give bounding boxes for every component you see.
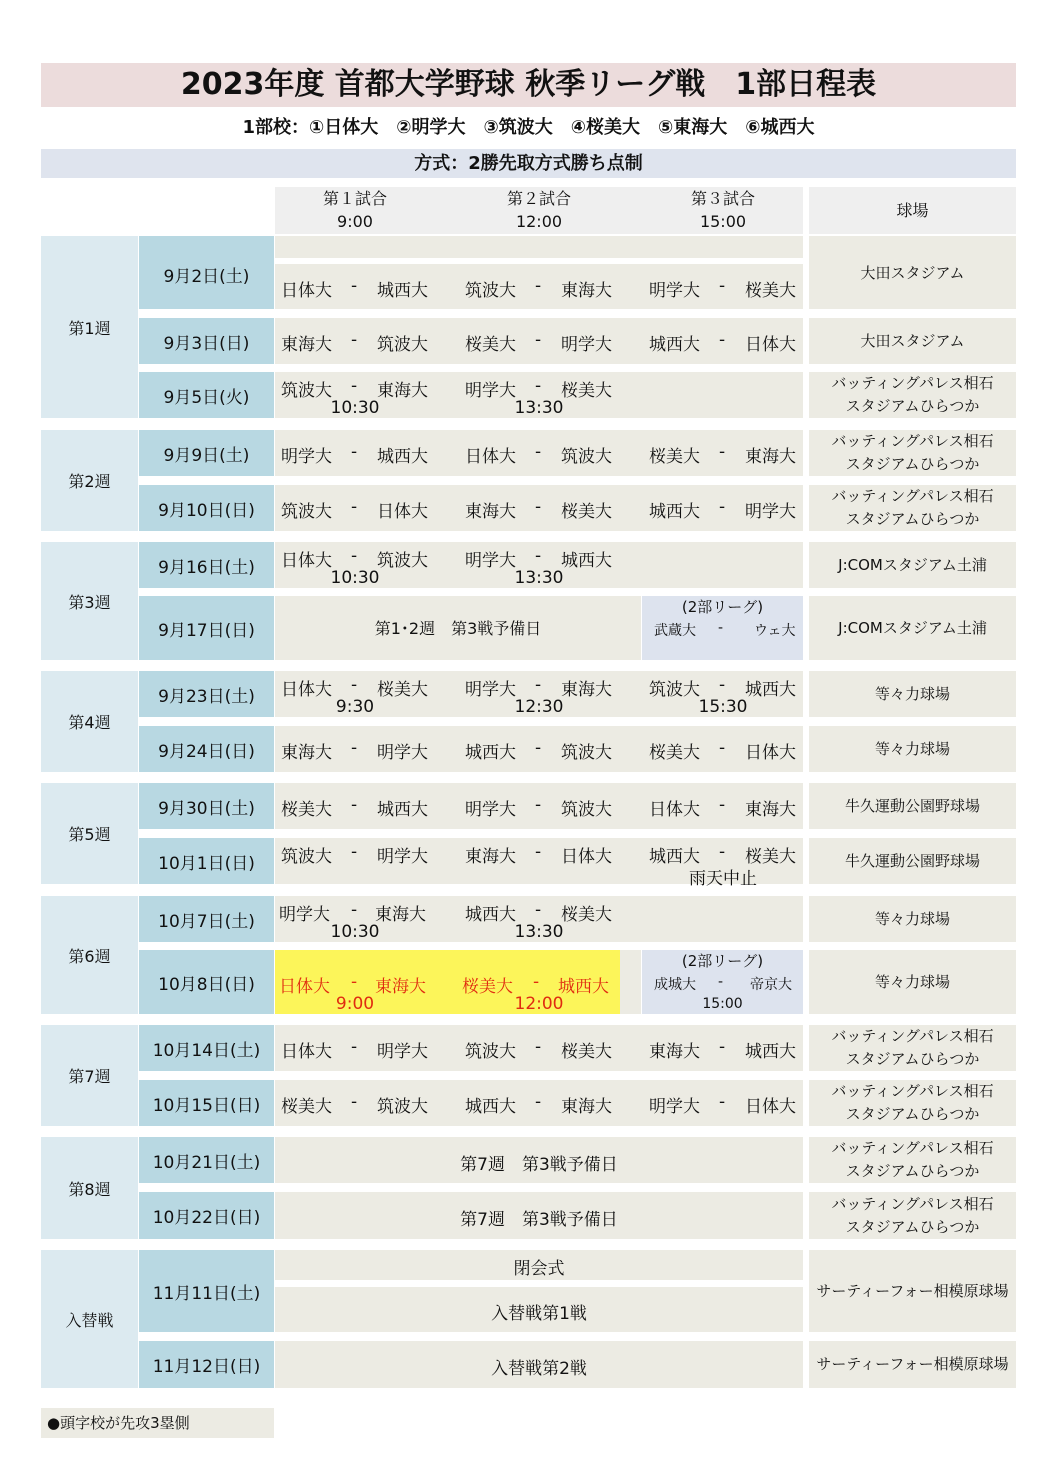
venue-cell: 大田スタジアム	[809, 236, 1016, 309]
venue-cell: 牛久運動公園野球場	[809, 838, 1016, 884]
date-cell: 10月7日(土)	[139, 896, 274, 942]
date-cell: 9月16日(土)	[139, 542, 274, 588]
venue-cell: バッティングパレス相石 スタジアムひらつか	[809, 485, 1016, 531]
reserve-day-cell: 第7週 第3戦予備日	[275, 1137, 803, 1183]
date-cell: 9月9日(土)	[139, 430, 274, 476]
date-cell: 9月24日(日)	[139, 726, 274, 772]
page-title: 2023年度 首都大学野球 秋季リーグ戦 1部日程表	[41, 63, 1016, 107]
date-cell: 10月1日(日)	[139, 838, 274, 884]
venue-cell: 等々力球場	[809, 950, 1016, 1014]
reserve-day-cell: 第7週 第3戦予備日	[275, 1192, 803, 1239]
ceremony-cell	[275, 236, 803, 258]
venue-cell: バッティングパレス相石 スタジアムひらつか	[809, 1137, 1016, 1183]
date-cell: 10月14日(土)	[139, 1025, 274, 1071]
date-cell: 9月17日(日)	[139, 596, 274, 660]
games-row: 東海大 - 筑波大 桜美大 - 明学大 城西大 - 日体大	[275, 318, 803, 364]
closing-ceremony-cell: 閉会式	[275, 1250, 803, 1280]
games-row: 桜美大 - 筑波大 城西大 - 東海大 明学大 - 日体大	[275, 1080, 803, 1126]
games-row: 日体大 - 城西大 筑波大 - 東海大 明学大 - 桜美大	[275, 264, 803, 309]
games-row: 日体大 - 筑波大 明学大 - 城西大 10:30 13:30	[275, 542, 803, 588]
games-row: 日体大 - 桜美大 明学大 - 東海大 筑波大 - 城西大 9:30 12:30 15:30	[275, 671, 803, 717]
date-cell: 9月3日(日)	[139, 318, 274, 364]
date-cell: 9月30日(土)	[139, 783, 274, 829]
venue-cell: 等々力球場	[809, 896, 1016, 942]
spacer-cell	[620, 950, 641, 1014]
venue-cell: バッティングパレス相石 スタジアムひらつか	[809, 430, 1016, 476]
games-row: 明学大 - 城西大 日体大 - 筑波大 桜美大 - 東海大	[275, 430, 803, 476]
playoff-cell: 入替戦第1戦	[275, 1287, 803, 1332]
venue-cell: サーティーフォー相模原球場	[809, 1250, 1016, 1332]
week-label: 第8週	[41, 1137, 138, 1239]
footnote: ●頭字校が先攻3塁側	[41, 1408, 274, 1438]
header-venue: 球場	[809, 187, 1016, 234]
games-row: 日体大 - 明学大 筑波大 - 桜美大 東海大 - 城西大	[275, 1025, 803, 1071]
date-cell: 11月12日(日)	[139, 1341, 274, 1388]
games-row: 筑波大 - 日体大 東海大 - 桜美大 城西大 - 明学大	[275, 485, 803, 531]
week-label: 入替戦	[41, 1250, 138, 1388]
date-cell: 9月2日(土)	[139, 236, 274, 309]
week-label: 第3週	[41, 542, 138, 660]
date-cell: 10月22日(日)	[139, 1192, 274, 1239]
games-row: 筑波大 - 東海大 明学大 - 桜美大 10:30 13:30	[275, 372, 803, 418]
date-cell: 9月23日(土)	[139, 671, 274, 717]
week-label: 第6週	[41, 896, 138, 1014]
format-banner: 方式：2勝先取方式勝ち点制	[41, 149, 1016, 178]
rain-cancel-note: 雨天中止	[689, 869, 757, 889]
venue-cell: バッティングパレス相石 スタジアムひらつか	[809, 1025, 1016, 1071]
week-label: 第1週	[41, 236, 138, 418]
venue-cell: 等々力球場	[809, 671, 1016, 717]
games-row: 筑波大 - 明学大 東海大 - 日体大 城西大 - 桜美大 雨天中止	[275, 838, 803, 884]
venue-cell: J:COMスタジアム土浦	[809, 596, 1016, 660]
header-game1: 第１試合 9:00	[322, 189, 387, 231]
header-games	[275, 187, 803, 234]
week-label: 第7週	[41, 1025, 138, 1126]
date-cell: 9月5日(火)	[139, 372, 274, 418]
date-cell: 11月11日(土)	[139, 1250, 274, 1332]
reserve-day-cell: 第1･2週 第3戦予備日	[275, 596, 641, 660]
venue-cell: 牛久運動公園野球場	[809, 783, 1016, 829]
venue-cell: サーティーフォー相模原球場	[809, 1341, 1016, 1388]
playoff-cell: 入替戦第2戦	[275, 1341, 803, 1388]
date-cell: 9月10日(日)	[139, 485, 274, 531]
venue-cell: バッティングパレス相石 スタジアムひらつか	[809, 1080, 1016, 1126]
venue-cell: J:COMスタジアム土浦	[809, 542, 1016, 588]
highlighted-games: 日体大 - 東海大 桜美大 - 城西大 9:00 12:00	[275, 950, 620, 1014]
week-label: 第4週	[41, 671, 138, 772]
date-cell: 10月21日(土)	[139, 1137, 274, 1183]
games-row: 桜美大 - 城西大 明学大 - 筑波大 日体大 - 東海大	[275, 783, 803, 829]
venue-cell: バッティングパレス相石 スタジアムひらつか	[809, 1192, 1016, 1239]
schools-list: 1部校：①日体大 ②明学大 ③筑波大 ④桜美大 ⑤東海大 ⑥城西大	[242, 117, 815, 138]
venue-cell: 大田スタジアム	[809, 318, 1016, 364]
header-game2: 第２試合 12:00	[506, 189, 571, 231]
date-cell: 10月8日(日)	[139, 950, 274, 1014]
week-label: 第5週	[41, 783, 138, 884]
header-game3: 第３試合 15:00	[690, 189, 755, 231]
week-label: 第2週	[41, 430, 138, 531]
league2-cell: (2部リーグ) 成城大 - 帝京大 15:00	[642, 950, 803, 1014]
games-row: 明学大 - 東海大 城西大 - 桜美大 10:30 13:30	[275, 896, 803, 942]
venue-cell: 等々力球場	[809, 726, 1016, 772]
venue-cell: バッティングパレス相石 スタジアムひらつか	[809, 372, 1016, 418]
date-cell: 10月15日(日)	[139, 1080, 274, 1126]
games-row: 東海大 - 明学大 城西大 - 筑波大 桜美大 - 日体大	[275, 726, 803, 772]
league2-cell: (2部リーグ) 武蔵大 - ウェ大	[642, 596, 803, 660]
